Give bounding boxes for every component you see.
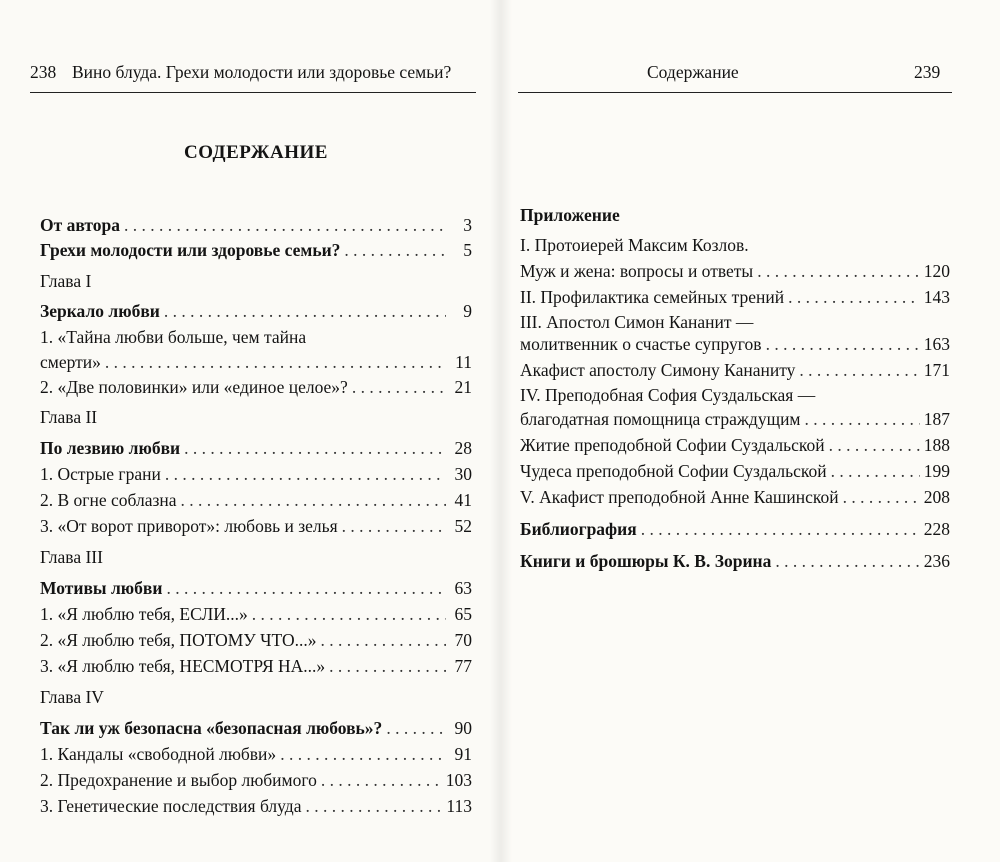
toc-entry: 1. «Я люблю тебя, ЕСЛИ...» . . . 65: [40, 601, 472, 627]
toc-entry: 1. «Тайна любви больше, чем тайна: [40, 327, 307, 347]
toc-entry: 2. Предохранение и выбор любимого . . . 103: [40, 767, 472, 793]
appendix-heading: Приложение: [520, 205, 620, 225]
toc-entry: 3. Генетические последствия блуда . . . 113: [40, 793, 472, 819]
toc-entry: От автора . . . 3: [40, 212, 472, 238]
toc-entry: По лезвию любви . . . 28: [40, 435, 472, 461]
toc-entry: 2. «Я люблю тебя, ПОТОМУ ЧТО...» . . . 70: [40, 627, 472, 653]
toc-entry: 2. В огне соблазна . . . 41: [40, 487, 472, 513]
toc-entry: молитвенник о счастье супругов . . . 163: [520, 331, 950, 357]
toc-entry: благодатная помощница страждущим . . . 187: [520, 406, 950, 432]
toc-entry: 2. «Две половинки» или «единое целое»? . . . 21: [40, 374, 472, 400]
right-running-title: Содержание: [647, 62, 739, 82]
toc-entry: смерти» . . . 11: [40, 349, 472, 375]
toc-entry: IV. Преподобная София Суздальская —: [520, 385, 816, 405]
toc-entry: Чудеса преподобной Софии Суздальской . . . 199: [520, 458, 950, 484]
chapter-label: Глава I: [40, 271, 92, 291]
toc-entry: 1. Кандалы «свободной любви» . . . 91: [40, 741, 472, 767]
contents-heading: СОДЕРЖАНИЕ: [184, 142, 328, 163]
left-running-title: Вино блуда. Грехи молодости или здоровье семьи?: [72, 62, 452, 82]
toc-entry: II. Профилактика семейных трений . . . 143: [520, 284, 950, 310]
toc-entry: Акафист апостолу Симону Кананиту . . . 171: [520, 357, 950, 383]
chapter-label: Глава IV: [40, 687, 104, 707]
toc-entry: Зеркало любви . . . 9: [40, 298, 472, 324]
toc-entry: 3. «Я люблю тебя, НЕСМОТРЯ НА...» . . . 77: [40, 653, 472, 679]
toc-entry: 1. Острые грани . . . 30: [40, 461, 472, 487]
toc-entry: I. Протоиерей Максим Козлов.: [520, 235, 749, 255]
toc-entry: Муж и жена: вопросы и ответы . . . 120: [520, 258, 950, 284]
toc-entry: Книги и брошюры К. В. Зорина . . . 236: [520, 548, 950, 574]
toc-entry: Мотивы любви . . . 63: [40, 575, 472, 601]
left-header-rule: [30, 92, 476, 93]
toc-entry: Так ли уж безопасна «безопасная любовь»? . . . 90: [40, 715, 472, 741]
toc-entry: III. Апостол Симон Кананит —: [520, 312, 754, 332]
toc-entry: V. Акафист преподобной Анне Кашинской . . . 208: [520, 484, 950, 510]
toc-entry: 3. «От ворот приворот»: любовь и зелья . . . 52: [40, 513, 472, 539]
right-page: [500, 0, 1000, 862]
chapter-label: Глава III: [40, 547, 103, 567]
left-page-number: 238: [30, 62, 57, 82]
right-header-rule: [518, 92, 952, 93]
toc-entry: Библиография . . . 228: [520, 516, 950, 542]
chapter-label: Глава II: [40, 407, 98, 427]
toc-entry: Грехи молодости или здоровье семьи? . . . 5: [40, 237, 472, 263]
toc-entry: Житие преподобной Софии Суздальской . . . 188: [520, 432, 950, 458]
right-page-number: 239: [914, 62, 941, 82]
book-gutter: [490, 0, 512, 862]
